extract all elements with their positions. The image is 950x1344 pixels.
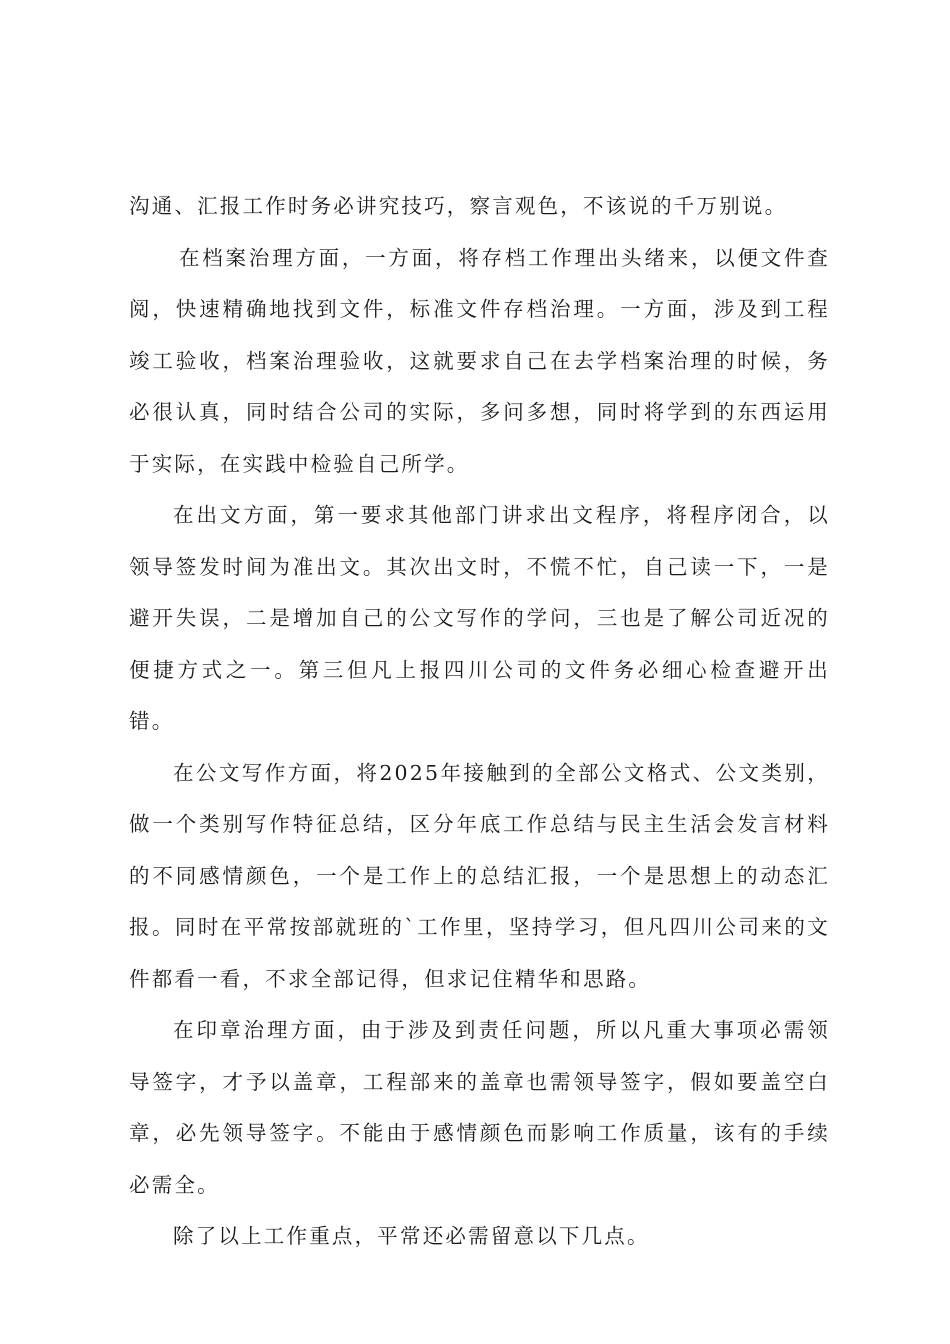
paragraph-additional-points: 除了以上工作重点，平常还必需留意以下几点。 bbox=[173, 1224, 650, 1248]
paragraph-seal-management: 在印章治理方面，由于涉及到责任问题，所以凡重大事项必需领导签字，才予以盖章，工程部来的盖章也需领导签字，假如要盖空白章，必先领导签字。不能由于感情颜色而影响工作质量，该有的手续必需全。 bbox=[129, 1018, 830, 1197]
paragraph-official-writing: 在公文写作方面，将2025年接触到的全部公文格式、公文类别，做一个类别写作特征总结，区分年底工作总结与民主生活会发言材料的不同感情颜色，一个是工作上的总结汇报，一个是思想上的动态汇报。同时在平常按部就班的`工作里，坚持学习，但凡四川公司来的文件都看一看，不求全部记得，但求记住精华和思路。 bbox=[129, 760, 830, 991]
paragraph-issuing-documents: 在出文方面，第一要求其他部门讲求出文程序，将程序闭合，以领导签发时间为准出文。其次出文时，不慌不忙，自己读一下，一是避开失误，二是增加自己的公文写作的学问，三也是了解公司近况的便捷方式之一。第三但凡上报四川公司的文件务必细心检查避开出错。 bbox=[129, 503, 830, 733]
document-body bbox=[129, 181, 830, 1263]
paragraph-archives: 在档案治理方面，一方面，将存档工作理出头绪来，以便文件查阅，快速精确地找到文件，标准文件存档治理。一方面，涉及到工程竣工验收，档案治理验收，这就要求自己在去学档案治理的时候，务必很认真，同时结合公司的实际，多问多想，同时将学到的东西运用于实际，在实践中检验自己所学。 bbox=[129, 245, 830, 476]
paragraph-communication: 沟通、汇报工作时务必讲究技巧，察言观色，不该说的千万别说。 bbox=[129, 194, 788, 218]
